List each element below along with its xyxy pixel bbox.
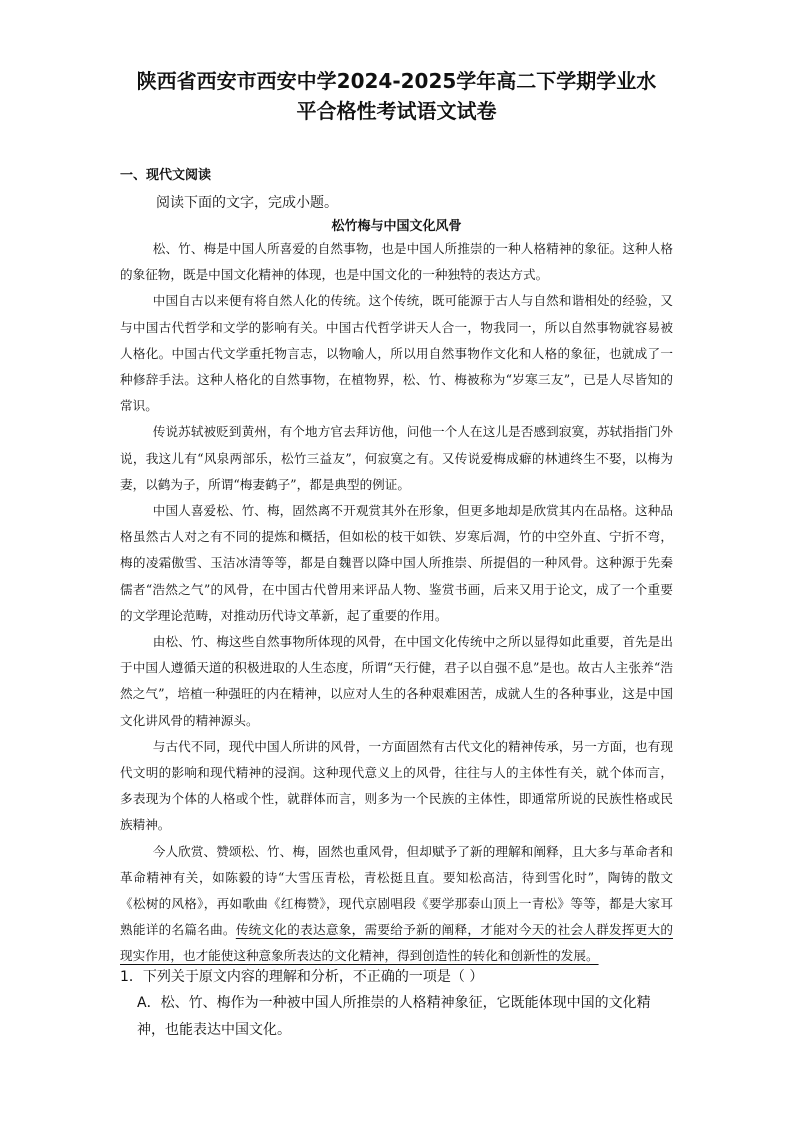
article-paragraph-5: 由松、竹、梅这些自然事物所体现的风骨，在中国文化传统中之所以显得如此重要，首先是出于中国人遵循天道的积极进取的人生态度，所谓“天行健，君子以自强不息”是也。故古人主张养“浩然之气”，培植一种强旺的内在精神，以应对人生的各种艰难困苦，成就人生的各种事业，这是中国文化讲风骨的精神源头。: [120, 634, 673, 728]
title-line-1: 陕西省西安市西安中学2024-2025学年高二下学期学业水: [136, 69, 657, 93]
question-1-option-a: A．松、竹、梅作为一种被中国人所推崇的人格精神象征，它既能体现中国的文化精神，也能表达中国文化。: [137, 995, 651, 1038]
article-paragraph-1: 松、竹、梅是中国人所喜爱的自然事物，也是中国人所推崇的一种人格精神的象征。这种人格的象征物，既是中国文化精神的体现，也是中国文化的一种独特的表达方式。: [120, 241, 673, 283]
article-paragraph-6: 与古代不同，现代中国人所讲的风骨，一方面固然有古代文化的精神传承，另一方面，也有现代文明的影响和现代精神的浸润。这种现代意义上的风骨，往往与人的主体性有关，就个体而言，多表现为个体的人格或个性，就群体而言，则多为一个民族的主体性，即通常所说的民族性格或民族精神。: [120, 738, 673, 833]
title-line-2: 平合格性考试语文试卷: [296, 99, 497, 123]
page-title: [60, 66, 733, 126]
section-heading: 一、现代文阅读: [120, 168, 212, 183]
article-title: 松竹梅与中国文化风骨: [331, 219, 462, 234]
article-body: [120, 236, 673, 970]
article-paragraph-4: 中国人喜爱松、竹、梅，固然离不开观赏其外在形象，但更多地却是欣赏其内在品格。这种品格虽然古人对之有不同的提炼和概括，但如松的枝干如铁、岁寒后凋，竹的中空外直、宁折不弯，梅的凌霜傲雪、玉洁冰清等等，都是自魏晋以降中国人所推崇、所提倡的一种风骨。这种源于先秦儒者“浩然之气”的风骨，在中国古代曾用来评品人物、鉴赏书画，后来又用于论文，成了一个重要的文学理论范畴，对推动历代诗文革新，起了重要的作用。: [120, 503, 673, 623]
article-paragraph-2: 中国自古以来便有将自然人化的传统。这个传统，既可能源于古人与自然和谐相处的经验，又与中国古代哲学和文学的影响有关。中国古代哲学讲天人合一，物我同一，所以自然事物就容易被人格化。中国古代文学重托物言志，以物喻人，所以用自然事物作文化和人格的象征，也就成了一种修辞手法。这种人格化的自然事物，在植物界，松、竹、梅被称为“岁寒三友”，已是人尽皆知的常识。: [120, 293, 673, 414]
paragraph-7-text: 今人欣赏、赞颂松、竹、梅，固然也重风骨，但却赋予了新的理解和阐释，且大多与革命者和革命精神有关，如陈毅的诗“大雪压青松，青松挺且直。要知松高洁，待到雪化时”，陶铸的散文《松树的风格》，再如歌曲《红梅赞》，现代京剧唱段《要学那泰山顶上一青松》等等，都是大家耳熟能详的名篇名曲。: [120, 843, 673, 938]
article-paragraph-3: 传说苏轼被贬到黄州，有个地方官去拜访他，问他一个人在这儿是否感到寂寞，苏轼指指门外说，我这儿有“风泉两部乐，松竹三益友”，何寂寞之有。又传说爱梅成癖的林逋终生不娶，以梅为妻，以鹤为子，所谓“梅妻鹤子”，都是典型的例证。: [120, 424, 673, 492]
underlined-sentence: 传统文化的表达意象，需要给予新的阐释，才能对今天的社会人群发挥更大的现实作用，也才能使这种意象所表达的文化精神，得到创造性的转化和创新性的发展。: [120, 922, 674, 964]
article-paragraph-7: [120, 839, 673, 970]
question-1-stem: 1．下列关于原文内容的理解和分析，不正确的一项是（ ）: [120, 969, 484, 985]
reading-instruction: 阅读下面的文字，完成小题。: [156, 195, 338, 211]
